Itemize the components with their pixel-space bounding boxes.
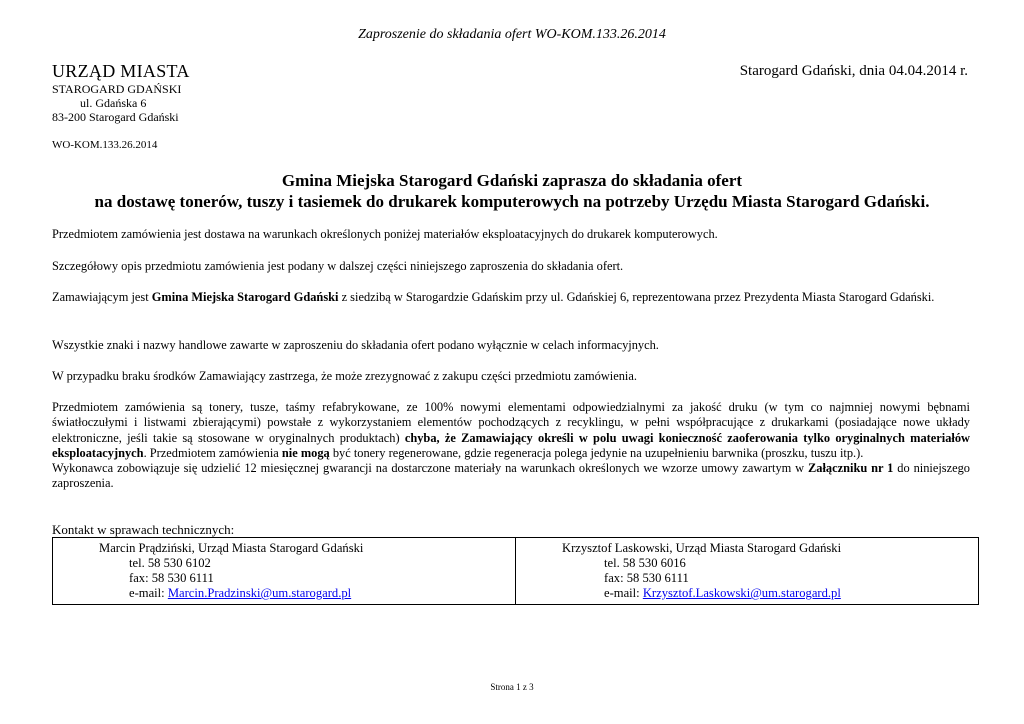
sender-name: URZĄD MIASTA xyxy=(52,61,190,81)
contact-right-email-row xyxy=(516,586,978,601)
contact-right-tel: tel. 58 530 6016 xyxy=(604,556,686,570)
p7-text-a: Wykonawca zobowiązuje się udzielić 12 miesięcznej gwarancji na dostarczone materiały na warunkach określonych we wzorze umowy zawartym w xyxy=(52,461,809,476)
p6-text-e: być tonery regenerowane, gdzie regeneracja polega jedynie na uzupełnieniu barwnika (proszku, tuszu itp.). xyxy=(329,445,864,460)
contact-left-email-label: e-mail: xyxy=(129,586,168,600)
contact-left-email-link[interactable]: Marcin.Pradzinski@um.starogard.pl xyxy=(167,586,352,600)
p3-text-a: Zamawiającym jest xyxy=(52,290,152,304)
p6-text-a: Przedmiotem zamówienia są tonery, tusze, taśmy refabrykowane, ze 100% nowymi elementami odpowiedzialnymi za jakość druku (w tym co najmniej nowymi bębnami światłoczułymi i listwami zbierającymi) powstałe z wykorzystaniem elementów pochodzących z recyklingu, w pełni współpracujące z drukarkami (posiadające nowe układy elektroniczne, jeśli takie są stosowane w oryginalnych produktach) xyxy=(52,400,970,445)
title-line-1: Gmina Miejska Starogard Gdański zaprasza do składania ofert xyxy=(281,171,743,190)
paragraph-subject xyxy=(52,400,970,492)
contacts-table xyxy=(52,537,979,605)
contact-left-name: Marcin Prądziński, Urząd Miasta Starogard Gdański xyxy=(99,541,364,555)
p3-text-c: z siedzibą w Starogardzie Gdańskim przy ul. Gdańskiej 6, reprezentowana przez Prezydenta Miasta Starogard Gdański. xyxy=(338,290,935,304)
paragraph-funds: W przypadku braku środków Zamawiający zastrzega, że może zrezygnować z zakupu części przedmiotu zamówienia. xyxy=(52,369,637,383)
document-header-title: Zaproszenie do składania ofert WO-KOM.133.26.2014 xyxy=(358,27,666,42)
contact-left-email-row xyxy=(53,586,515,601)
sender-street: ul. Gdańska 6 xyxy=(80,96,147,110)
contact-cell-left xyxy=(53,538,516,605)
paragraph-scope: Przedmiotem zamówienia jest dostawa na warunkach określonych poniżej materiałów eksploatacyjnych do drukarek komputerowych. xyxy=(52,227,718,241)
contact-right-email-label: e-mail: xyxy=(604,586,643,600)
p6-bold-prohibition: nie mogą xyxy=(281,445,330,460)
contact-right-name: Krzysztof Laskowski, Urząd Miasta Starogard Gdański xyxy=(562,541,842,555)
paragraph-contracting-authority xyxy=(52,290,970,305)
contact-right-email-link[interactable]: Krzysztof.Laskowski@um.starogard.pl xyxy=(642,586,841,600)
p7-text-c: do niniejszego zaproszenia. xyxy=(52,461,970,491)
p6-bold-condition: chyba, że Zamawiający określi w polu uwagi konieczność zaoferowania tylko oryginalnych materiałów eksploatacyjnych xyxy=(52,430,970,460)
p6-text-c: . Przedmiotem zamówienia xyxy=(143,445,282,460)
contact-left-fax: fax: 58 530 6111 xyxy=(129,571,214,585)
reference-number: WO-KOM.133.26.2014 xyxy=(52,139,158,151)
p7-bold-attachment: Załączniku nr 1 xyxy=(808,461,894,476)
contact-cell-right xyxy=(516,538,979,605)
contacts-row xyxy=(53,538,979,605)
title-line-2: na dostawę tonerów, tuszy i tasiemek do drukarek komputerowych na potrzeby Urzędu Miasta Starogard Gdański. xyxy=(94,192,930,211)
paragraph-details: Szczegółowy opis przedmiotu zamówienia jest podany w dalszej części niniejszego zaproszenia do składania ofert. xyxy=(52,259,624,273)
contact-right-fax: fax: 58 530 6111 xyxy=(604,571,689,585)
document-title xyxy=(0,170,1024,212)
sender-postal: 83-200 Starogard Gdański xyxy=(52,110,179,124)
page-number: Strona 1 z 3 xyxy=(490,682,534,692)
document-date: Starogard Gdański, dnia 04.04.2014 r. xyxy=(739,63,968,79)
contacts-label: Kontakt w sprawach technicznych: xyxy=(52,522,235,537)
p3-bold: Gmina Miejska Starogard Gdański xyxy=(151,290,339,304)
sender-city: STAROGARD GDAŃSKI xyxy=(52,82,182,96)
paragraph-trademarks: Wszystkie znaki i nazwy handlowe zawarte w zaproszeniu do składania ofert podano wyłącznie w celach informacyjnych. xyxy=(52,338,659,352)
contact-left-tel: tel. 58 530 6102 xyxy=(129,556,211,570)
